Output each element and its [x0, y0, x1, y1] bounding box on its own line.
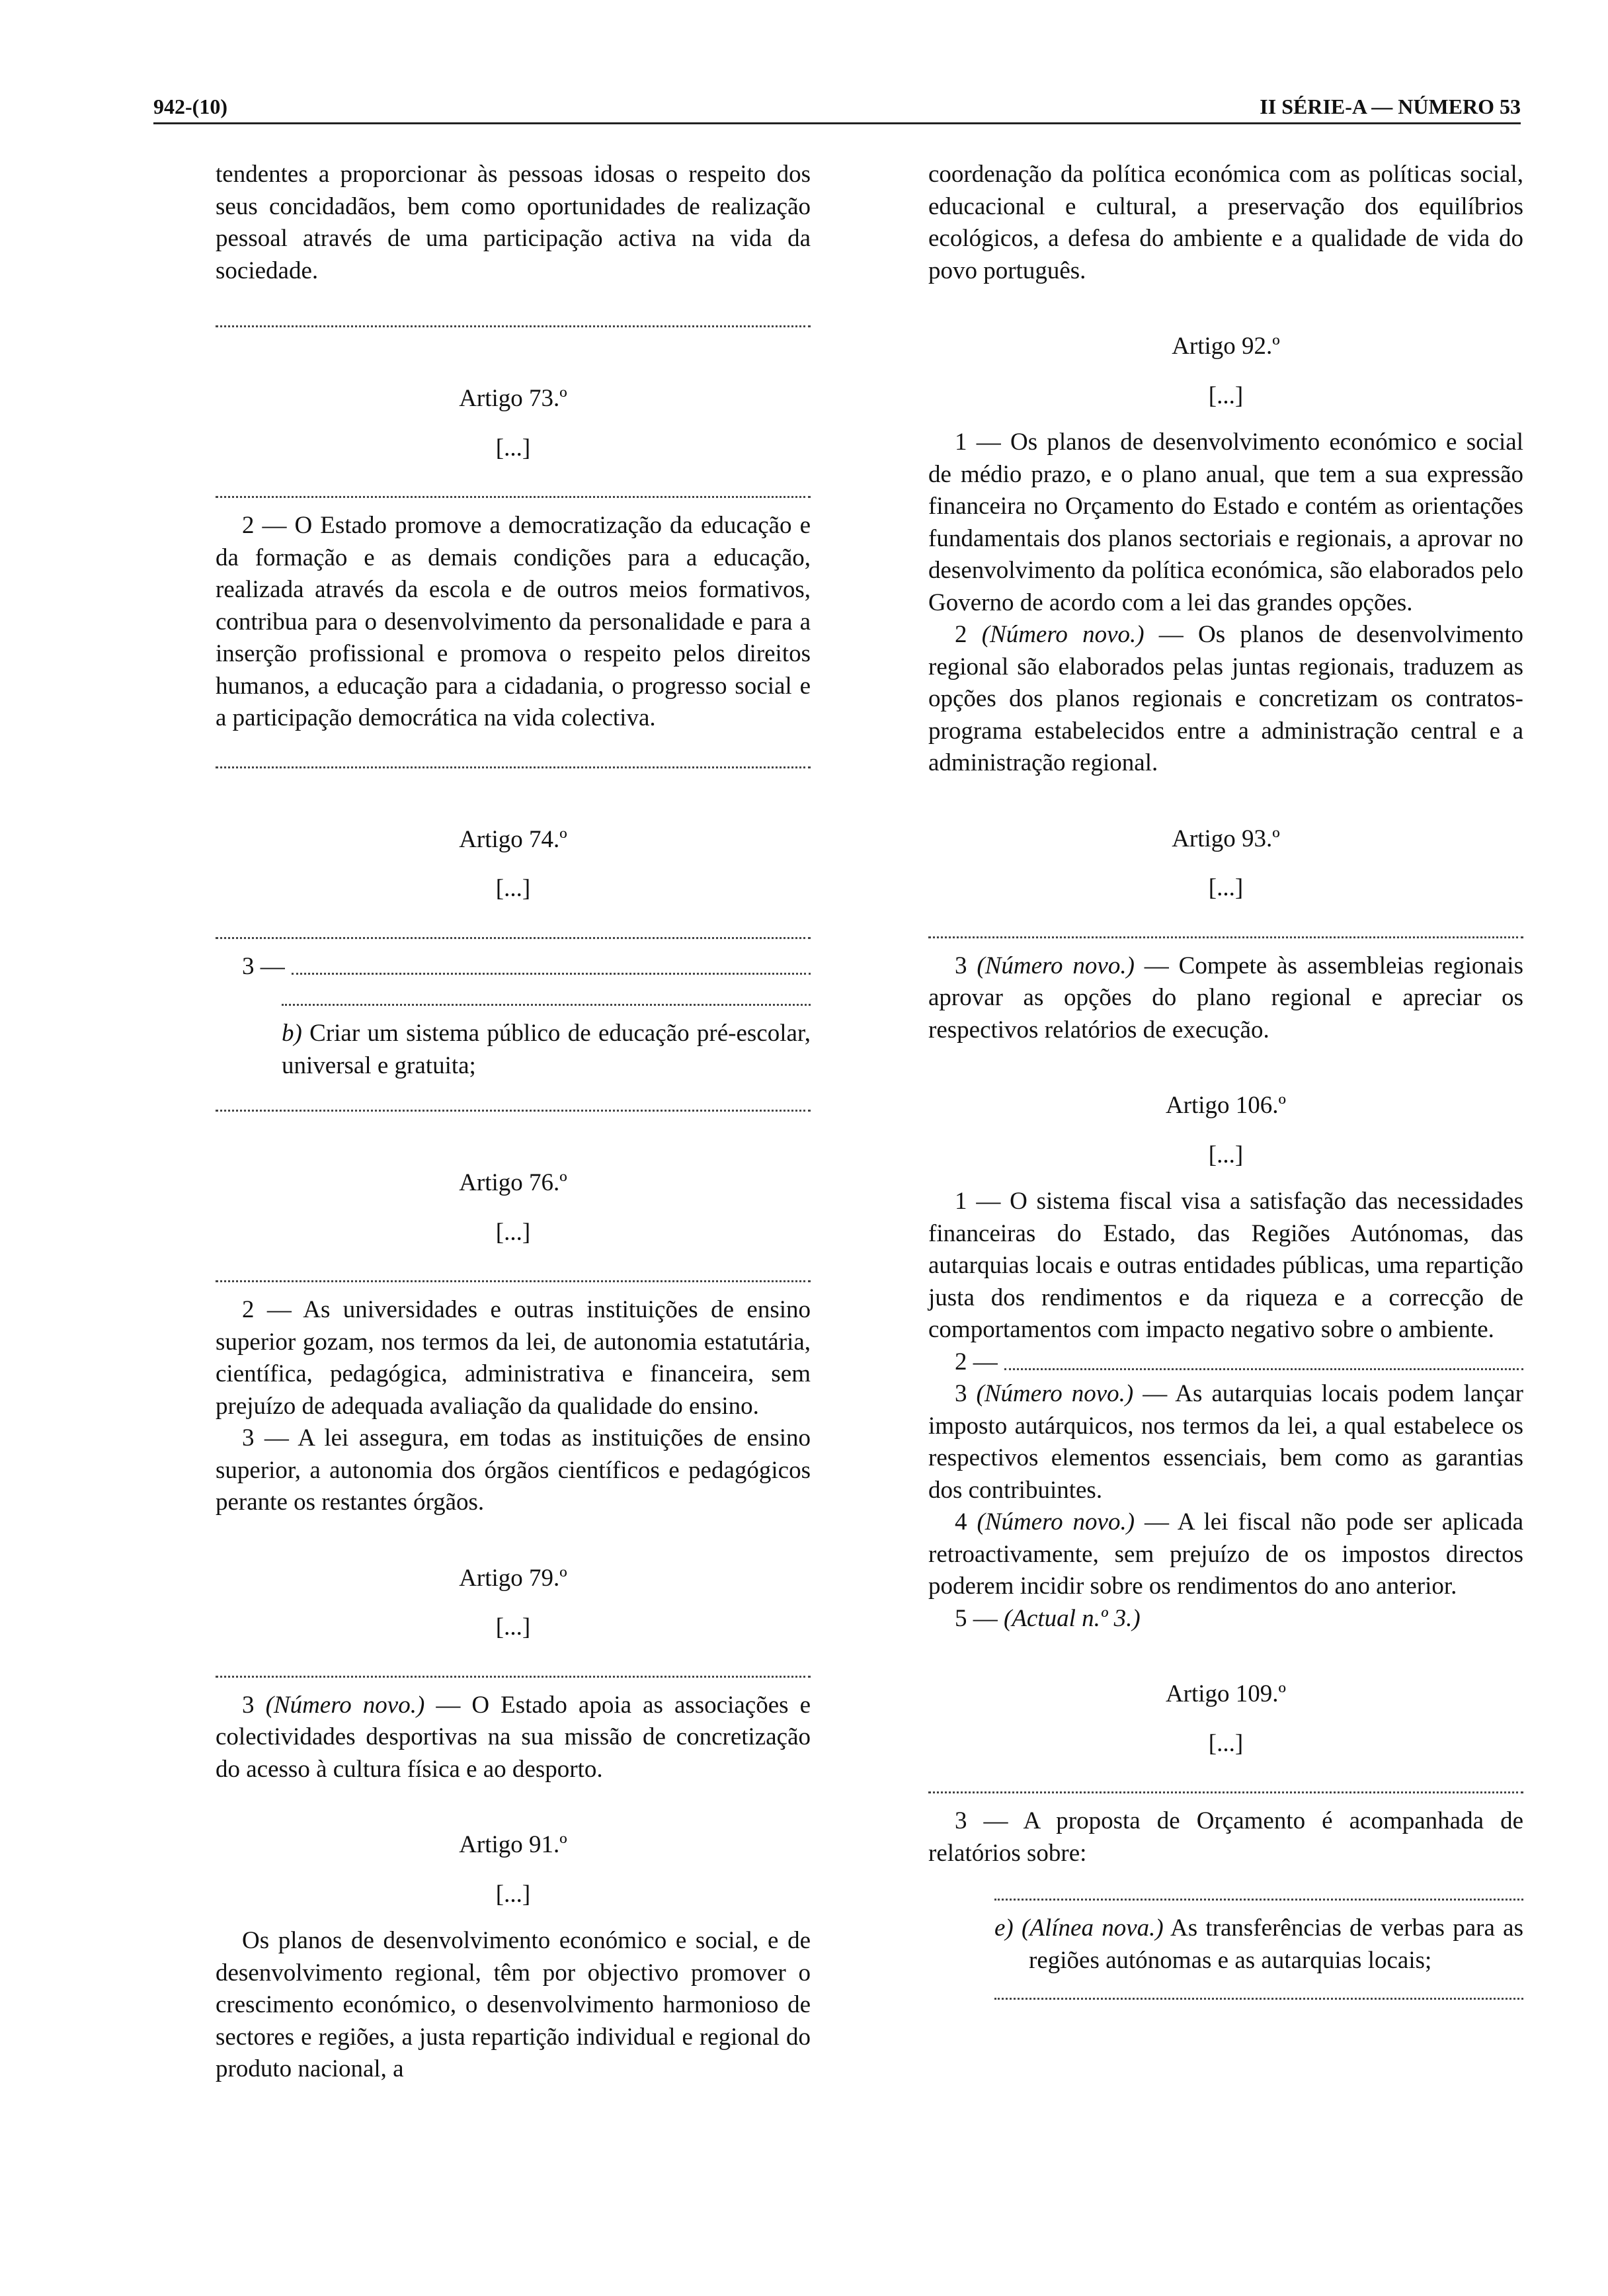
- paragraph: [928, 1378, 1523, 1506]
- paragraph-text: — Compete às assembleias regionais aprovar as opções do plano regional e apreciar os respectivos relatórios de execução.: [928, 952, 1523, 1044]
- item-number: 2: [955, 621, 982, 648]
- dotted-fill: [292, 973, 811, 975]
- paragraph: 1 — O sistema fiscal visa a satisfação das necessidades financeiras do Estado, das Regiões Autónomas, das autarquias locais e outras entidades públicas, uma repartição justa dos rendimentos e da riqueza e a correcção de comportamentos com impacto negativo sobre o ambiente.: [928, 1188, 1523, 1343]
- item-number: 3: [955, 952, 977, 979]
- ellipsis-marker: [...]: [495, 1880, 531, 1908]
- dotted-separator: [216, 1254, 811, 1282]
- paragraph: [216, 1690, 811, 1786]
- alinea-text: Criar um sistema público de educação pré-escolar, universal e gratuita;: [282, 1020, 811, 1079]
- ellipsis-marker: [...]: [495, 1218, 531, 1246]
- ellipsis-marker: [...]: [495, 875, 531, 902]
- paragraph-text: — A lei fiscal não pode ser aplicada retroactivamente, sem prejuízo de os impostos directos poderem incidir sobre os rendimentos do ano anterior.: [928, 1508, 1524, 1600]
- numbered-dotted-line: [928, 1346, 1523, 1379]
- ellipsis-marker: [...]: [495, 434, 531, 462]
- paragraph: [928, 1506, 1523, 1603]
- alinea-label: e): [994, 1914, 1022, 1942]
- ellipsis-marker: [...]: [495, 1614, 531, 1641]
- dotted-separator: [216, 470, 811, 498]
- alinea-item: [216, 1018, 811, 1082]
- amendment-note: (Número novo.): [977, 1508, 1135, 1536]
- article-title: Artigo 91.º: [459, 1831, 567, 1858]
- paragraph-text: — O Estado apoia as associações e colectividades desportivas na sua missão de concretização do acesso à cultura física e ao desporto.: [216, 1691, 811, 1783]
- amendment-note: (Número novo.): [265, 1691, 425, 1719]
- paragraph-text: — Os planos de desenvolvimento regional são elaborados pelas juntas regionais, traduzem as opções dos planos regionais e concretizam os contratos-programa estabelecidos entre a administração central e a administração regional.: [928, 621, 1523, 776]
- article-title: Artigo 106.º: [1165, 1092, 1287, 1119]
- amendment-note: (Alínea nova.): [1022, 1914, 1164, 1942]
- dotted-separator: [928, 910, 1523, 938]
- paragraph: 3 — A lei assegura, em todas as instituições de ensino superior, a autonomia dos órgãos científicos e pedagógicos perante os restantes órgãos.: [216, 1424, 811, 1516]
- article-title: Artigo 109.º: [1165, 1680, 1287, 1707]
- ellipsis-marker: [...]: [1208, 382, 1244, 409]
- dotted-separator: [216, 740, 811, 768]
- article-title: Artigo 79.º: [459, 1564, 567, 1592]
- item-number: 5 —: [955, 1604, 1004, 1632]
- amendment-note: (Número novo.): [976, 1380, 1134, 1407]
- item-number: 3: [955, 1380, 977, 1407]
- paragraph-text: — As autarquias locais podem lançar imposto autárquicos, nos termos da lei, a qual estabelece os respectivos elementos essenciais, bem como as garantias dos contribuintes.: [928, 1380, 1523, 1504]
- paragraph: [928, 950, 1523, 1047]
- ellipsis-marker: [...]: [1208, 874, 1244, 901]
- item-number: 3 —: [242, 952, 285, 980]
- ellipsis-marker: [...]: [1208, 1141, 1244, 1168]
- dotted-separator: [216, 911, 811, 939]
- paragraph: [928, 619, 1523, 780]
- amendment-note: (Actual n.º 3.): [1004, 1604, 1141, 1632]
- dotted-separator: [216, 1083, 811, 1112]
- dotted-separator: [994, 1872, 1523, 1901]
- right-column: [928, 159, 1523, 2012]
- paragraph: 2 — As universidades e outras instituições de ensino superior gozam, nos termos da lei, de autonomia estatutária, científica, pedagógica, administrativa e financeira, sem prejuízo de adequada avaliação da qualidade do ensino.: [216, 1296, 811, 1420]
- paragraph: tendentes a proporcionar às pessoas idosas o respeito dos seus concidadãos, bem como oportunidades de realização pessoal através de uma participação activa na vida da sociedade.: [216, 161, 811, 284]
- dotted-separator: [994, 1971, 1523, 2000]
- page-header: [153, 85, 1521, 124]
- ellipsis-marker: [...]: [1208, 1729, 1244, 1757]
- left-column: [216, 159, 811, 2086]
- item-number: 2 —: [955, 1348, 998, 1375]
- item-number: 4: [955, 1508, 977, 1536]
- alinea-item: [928, 1912, 1523, 1977]
- dotted-fill: [1004, 1368, 1523, 1370]
- article-title: Artigo 76.º: [459, 1169, 567, 1196]
- paragraph: Os planos de desenvolvimento económico e social, e de desenvolvimento regional, têm por objectivo promover o crescimento económico, o desenvolvimento harmonioso de sectores e regiões, a justa repartição individual e regional do produto nacional, a: [216, 1927, 811, 2082]
- dotted-separator: [282, 977, 811, 1006]
- alinea-label: b): [282, 1020, 302, 1047]
- paragraph: 2 — O Estado promove a democratização da educação e da formação e as demais condições para a educação, realizada através da escola e de outros meios formativos, contribua para o desenvolvimento da personalidade e para a inserção profissional e promova o respeito pelos direitos humanos, a educação para a cidadania, o progresso social e a participação democrática na vida colectiva.: [216, 512, 811, 731]
- item-number: 3: [242, 1691, 266, 1719]
- paragraph: 1 — Os planos de desenvolvimento económico e social de médio prazo, e o plano anual, que tem a sua expressão financeira no Orçamento do Estado e contém as orientações fundamentais dos planos sectoriais e regionais, a aprovar no desenvolvimento da política económica, são elaborados pelo Governo de acordo com a lei das grandes opções.: [928, 429, 1523, 616]
- amendment-note: (Número novo.): [977, 952, 1135, 979]
- dotted-separator: [216, 299, 811, 327]
- article-title: Artigo 93.º: [1172, 825, 1280, 852]
- article-title: Artigo 92.º: [1172, 333, 1280, 360]
- page-number: 942-(10): [153, 95, 227, 118]
- dotted-separator: [216, 1649, 811, 1678]
- amendment-note: (Número novo.): [981, 621, 1145, 648]
- paragraph: coordenação da política económica com as políticas social, educacional e cultural, a preservação dos equilíbrios ecológicos, a defesa do ambiente e a qualidade de vida do povo português.: [928, 161, 1523, 284]
- alinea-text: As transferências de verbas para as regiões autónomas e as autarquias locais;: [1029, 1914, 1523, 1974]
- paragraph: [928, 1603, 1523, 1635]
- series-number: II SÉRIE-A — NÚMERO 53: [1260, 95, 1521, 118]
- paragraph: 3 — A proposta de Orçamento é acompanhada de relatórios sobre:: [928, 1807, 1523, 1867]
- header-rule: [153, 122, 1521, 124]
- article-title: Artigo 73.º: [459, 385, 567, 412]
- dotted-separator: [928, 1765, 1523, 1793]
- article-title: Artigo 74.º: [459, 825, 567, 853]
